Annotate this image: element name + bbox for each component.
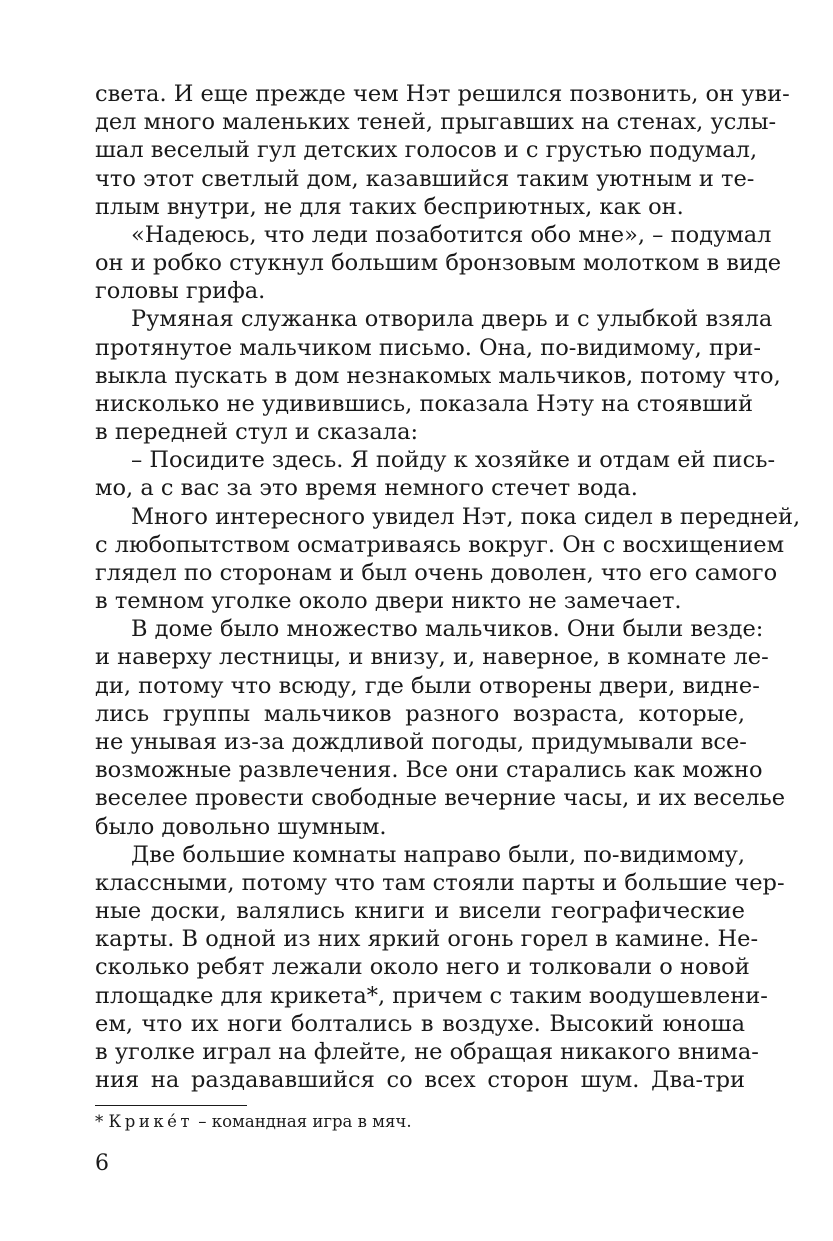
text-line: ные доски, валялись книги и висели географические (95, 898, 745, 924)
text-line: сколько ребят лежали около него и толковали о новой (95, 954, 750, 981)
text-line: в уголке играл на флейте, не обращая никакого внима- (95, 1038, 759, 1065)
text-line: ем, что их ноги болтались в воздухе. Высокий юноша (95, 1010, 745, 1037)
footnote-definition: – командная игра в мяч. (198, 1112, 412, 1131)
text-line: площадке для крикета*, причем с таким воодушевлени- (95, 982, 768, 1009)
text-line: карты. В одной из них яркий огонь горел в камине. Не- (95, 926, 759, 953)
page-number: 6 (95, 1151, 109, 1176)
text-line: и наверху лестницы, и внизу, и, наверное, в комнате ле- (95, 644, 769, 671)
paragraph-first-line: В доме было множество мальчиков. Они были везде: (131, 616, 764, 643)
paragraph-first-line: «Надеюсь, что леди позаботится обо мне», – подумал (131, 221, 772, 248)
text-line: что этот светлый дом, казавшийся таким уютным и те- (95, 165, 755, 192)
paragraph-first-line: Румяная служанка отворила дверь и с улыбкой взяла (131, 306, 773, 333)
footnote-divider (95, 1105, 247, 1106)
footnote (95, 1110, 412, 1134)
text-line: веселее провести свободные вечерние часы, и их веселье (95, 785, 786, 812)
text-line: не унывая из-за дождливой погоды, придумывали все- (95, 728, 747, 755)
text-line: выкла пускать в дом незнакомых мальчиков, потому что, (95, 362, 781, 389)
text-line: классными, потому что там стояли парты и большие чер- (95, 869, 785, 896)
paragraph-first-line: – Посидите здесь. Я пойду к хозяйке и отдам ей пись- (131, 447, 776, 474)
footnote-marker: * (95, 1112, 104, 1131)
text-line: возможные развлечения. Все они старались как можно (95, 757, 763, 784)
text-line: дел много маленьких теней, прыгавших на стенах, услы- (95, 109, 777, 136)
text-line: он и робко стукнул большим бронзовым молотком в виде (95, 250, 782, 276)
text-line: глядел по сторонам и был очень доволен, что его самого (95, 559, 778, 586)
text-line: было довольно шумным. (95, 813, 387, 840)
text-line: в передней стул и сказала: (95, 419, 419, 446)
paragraph-first-line: Много интересного увидел Нэт, пока сидел в передней, (131, 503, 801, 530)
text-line: ди, потому что всюду, где были отворены двери, видне- (95, 672, 760, 699)
text-line: шал веселый гул детских голосов и с грустью подумал, (95, 137, 758, 164)
paragraph-first-line: Две большие комнаты направо были, по-видимому, (131, 841, 745, 868)
text-line: в темном уголке около двери никто не замечает. (95, 588, 682, 615)
footnote-term: Крике́т (108, 1112, 194, 1131)
text-line: с любопытством осматриваясь вокруг. Он с восхищением (95, 531, 785, 558)
text-line: лись группы мальчиков разного возраста, которые, (95, 700, 745, 727)
text-line: протянутое мальчиком письмо. Она, по-видимому, при- (95, 334, 761, 361)
text-line: плым внутри, не для таких бесприютных, как он. (95, 193, 684, 220)
text-line: ния на раздававшийся со всех сторон шум. Два-три (95, 1067, 745, 1093)
text-line: нисколько не удивившись, показала Нэту на стоявший (95, 390, 754, 417)
text-line: света. И еще прежде чем Нэт решился позвонить, он уви- (95, 81, 790, 107)
text-line: мо, а с вас за это время немного стечет вода. (95, 475, 638, 502)
text-line: головы грифа. (95, 278, 266, 305)
